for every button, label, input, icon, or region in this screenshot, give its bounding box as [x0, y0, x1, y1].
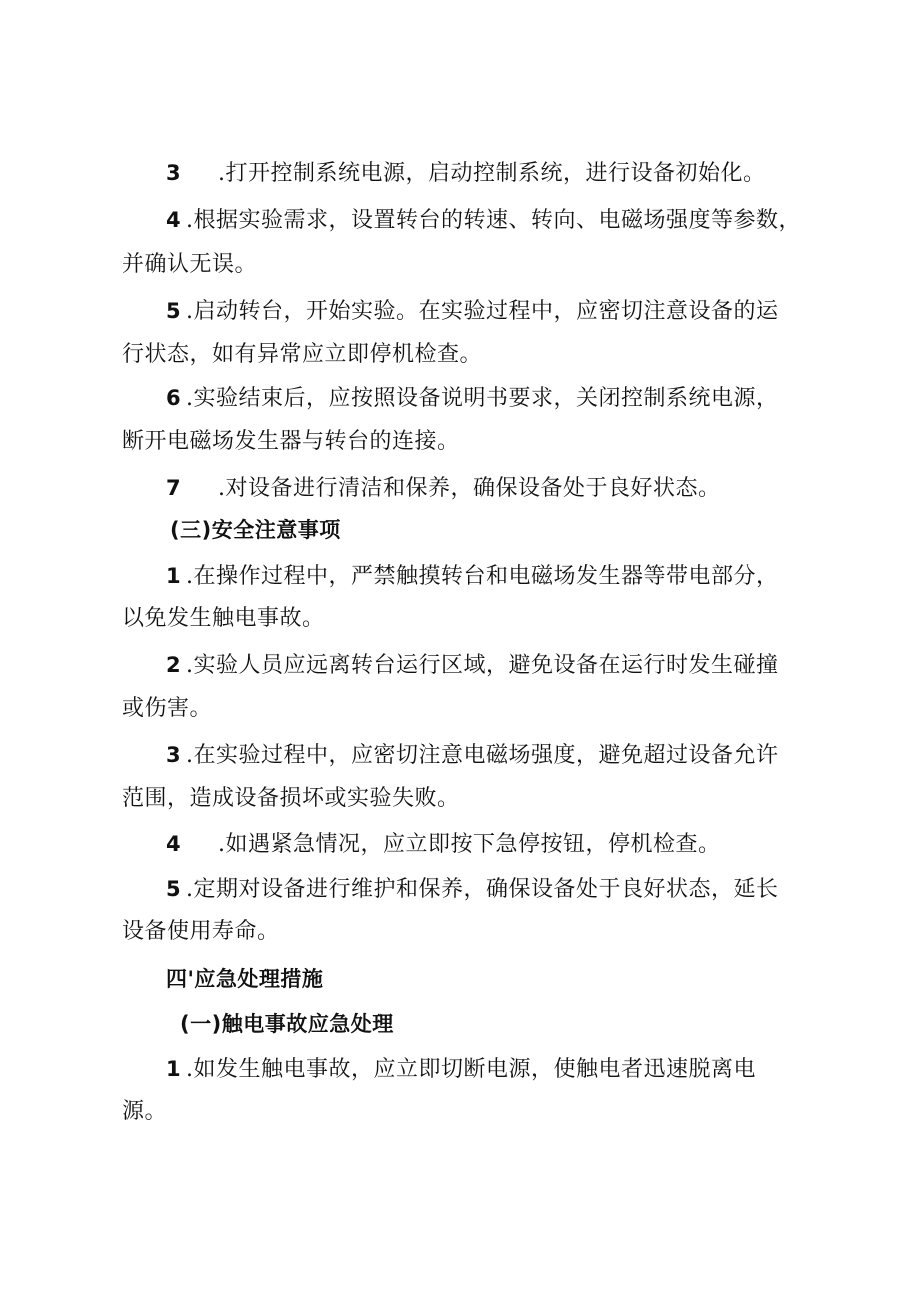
step-text: .如发生触电事故，应立即切断电源，使触电者迅速脱离电: [186, 1057, 756, 1082]
safety-1-line-1: [166, 561, 866, 592]
safety-4-line-1: [166, 829, 866, 860]
step-number: 2: [166, 653, 182, 677]
step-number: 6: [166, 386, 182, 410]
step-text: .打开控制系统电源，启动控制系统，进行设备初始化。: [218, 161, 766, 186]
step-number: 1: [166, 564, 182, 588]
safety-3-line-2: 范围，造成设备损坏或实验失败。: [122, 786, 460, 811]
safety-5-line-1: [166, 874, 866, 905]
step-text: .在操作过程中，严禁触摸转台和电磁场发生器等带电部分，: [186, 564, 779, 589]
safety-2-line-1: [166, 650, 866, 681]
section-heading-safety: (三)安全注意事项: [170, 518, 341, 542]
step-number: 3: [166, 743, 182, 767]
step-6-line-2: 断开电磁场发生器与转台的连接。: [122, 429, 460, 454]
step-text: .在实验过程中，应密切注意电磁场强度，避免超过设备允许: [186, 743, 779, 768]
step-text: .根据实验需求，设置转台的转速、转向、电磁场强度等参数，: [186, 208, 801, 233]
step-number: 5: [166, 877, 182, 901]
step-text: .对设备进行清洁和保养，确保设备处于良好状态。: [218, 476, 721, 501]
step-3-line-1: [166, 158, 866, 189]
step-number: 5: [166, 299, 182, 323]
step-text: .定期对设备进行维护和保养，确保设备处于良好状态，延长: [186, 877, 779, 902]
safety-5-line-2: 设备使用寿命。: [122, 919, 280, 944]
step-number: 7: [166, 476, 182, 500]
safety-1-line-2: 以免发生触电事故。: [122, 606, 325, 631]
step-text: .如遇紧急情况，应立即按下急停按钮，停机检查。: [218, 832, 721, 857]
step-number: 4: [166, 832, 182, 856]
shock-1-line-1: [166, 1054, 866, 1085]
shock-1-line-2: 源。: [122, 1099, 168, 1124]
step-6-line-1: [166, 383, 866, 414]
step-text: .实验结束后，应按照设备说明书要求，关闭控制系统电源，: [186, 386, 779, 411]
step-4-line-2: 并确认无误。: [122, 252, 258, 277]
section-heading-electric-shock: (一)触电事故应急处理: [180, 1012, 394, 1036]
step-number: 1: [166, 1057, 182, 1081]
safety-2-line-2: 或伤害。: [122, 696, 213, 721]
step-text: .启动转台，开始实验。在实验过程中，应密切注意设备的运: [186, 299, 779, 324]
step-7-line-1: [166, 473, 866, 504]
section-heading-emergency: 四'应急处理措施: [166, 967, 324, 991]
step-number: 3: [166, 161, 182, 185]
step-number: 4: [166, 208, 182, 232]
step-5-line-1: [166, 296, 866, 327]
step-5-line-2: 行状态，如有异常应立即停机检查。: [122, 342, 483, 367]
step-text: .实验人员应远离转台运行区域，避免设备在运行时发生碰撞: [186, 653, 779, 678]
safety-3-line-1: [166, 740, 866, 771]
step-4-line-1: [166, 205, 866, 236]
